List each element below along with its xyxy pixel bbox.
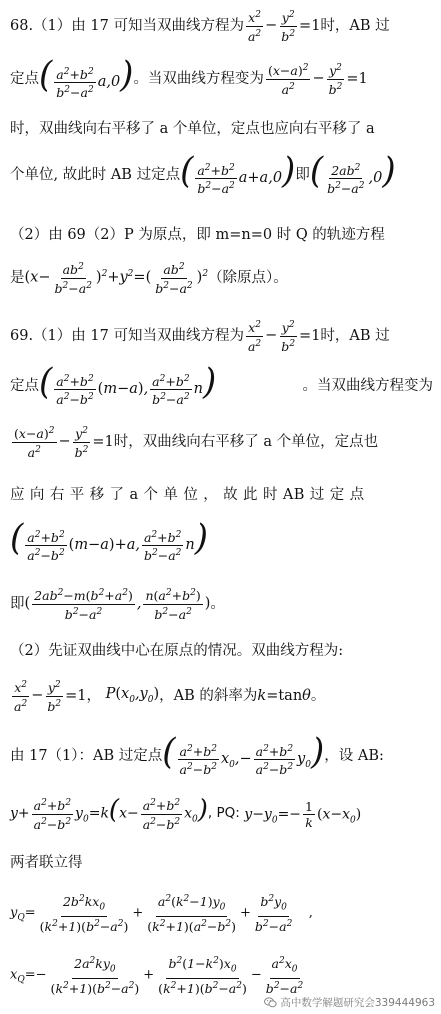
fixed-point-origin-formula: ( $\frac{a^2+b^2}{a^2-b^2}$ $x_0,-$ $\frac{a^2+b^2}{a^2-b^2}$ $y_0$): [162, 731, 325, 777]
p69-l2-text: 定点: [10, 377, 39, 394]
p69-l8-text-mid: =1，: [65, 687, 101, 704]
p69-line-10: [10, 790, 433, 838]
p68-l1-text: 68.（1）由 17 可知当双曲线方程为: [10, 17, 244, 34]
p69-l3-text-post: =1时，双曲线向右平移了 a 个单位，定点也: [92, 433, 379, 450]
p68-l2-text-mid: 。当双曲线方程变为: [133, 70, 264, 87]
slope-formula: k=tanθ: [257, 687, 311, 704]
p68-l1-text-post: =1时，AB 过: [299, 17, 390, 34]
p69-l6-text-post: 。: [210, 595, 225, 612]
p68-l4-text-mid: 即: [295, 166, 310, 183]
hyperbola-equation-69: $\frac{x^2}{a^2}$ − $\frac{y^2}{b^2}$: [247, 320, 296, 354]
line-ab-equation: y+ $\frac{a^2+b^2}{a^2-b^2}$ $y_0=k(x-$ $\frac{a^2+b^2}{a^2-b^2}$ $x_0$): [10, 795, 208, 832]
p69-line-2: [10, 362, 433, 410]
shifted-hyperbola-equation-69: $\frac{(x-a)^2}{a^2}$ − $\frac{y^2}{b^2}$: [14, 426, 89, 460]
p69-l2-text-post: 。当双曲线方程变为: [302, 377, 433, 394]
p69-line-7: [10, 640, 433, 662]
p68-l4-text: 个单位, 故此时 AB 过定点: [10, 166, 181, 183]
xq-formula: $x_Q=-$ $\frac{2a^2ky_0}{(k^2+1)(b^2-a^2)}$ + $\frac{b^2(1-k^2)x_0}{(k^2+1)(b^2-a^2)}$ − $\frac{a^2x_0}{b^2-a^2}$: [10, 956, 304, 996]
shifted-hyperbola-equation: $\frac{(x-a)^2}{a^2}$ − $\frac{y^2}{b^2}$: [267, 63, 343, 97]
p69-l1-text-post: =1时，AB 过: [299, 327, 390, 344]
p69-line-4: [10, 484, 433, 506]
point-p-formula: $P(x_0,y_0)$: [100, 686, 160, 705]
simplified-fixed-point-69: ( $\frac{2ab^2-m(b^2+a^2)}{b^2-a^2}$ , $\frac{n(a^2+b^2)}{b^2-a^2}$ ): [24, 588, 211, 622]
p68-line-4: [10, 150, 433, 200]
shifted-fixed-point-formula: ( $\frac{a^2+b^2}{b^2-a^2}$ a+a,0): [180, 150, 296, 196]
p69-line-8: [10, 676, 433, 716]
p69-line-6: [10, 584, 433, 624]
p68-line-2: [10, 56, 433, 102]
watermark: [264, 995, 435, 1010]
p68-line-5: [10, 224, 433, 246]
line-pq-equation: $y-y_0=-$ $\frac{1}{k}$ $(x-x_0)$: [239, 798, 362, 830]
p69-l6-text: 即: [10, 595, 25, 612]
wechat-icon: [264, 997, 277, 1008]
simplified-fixed-point: ( $\frac{2ab^2}{b^2-a^2}$ ,0): [309, 150, 396, 196]
p68-line-3: [10, 118, 433, 140]
p69-l7-text: （2）先证双曲线中心在原点的情况。双曲线方程为:: [10, 642, 344, 659]
locus-equation: (x− $\frac{ab^2}{b^2-a^2}$ )$^2+y^2=$( $\frac{ab^2}{b^2-a^2}$ )$^2$: [24, 262, 209, 296]
p69-line-9: [10, 732, 433, 780]
yq-formula: $y_Q=$ $\frac{2b^2kx_0}{(k^2+1)(b^2-a^2)}$ + $\frac{a^2(k^2-1)y_0}{(k^2+1)(a^2-b^2)}$ + $\frac{b^2y_0}{b^2-a^2}$ ,: [10, 894, 313, 934]
p69-line-11: [10, 852, 433, 874]
p68-line-6: [10, 258, 433, 298]
p69-l11-text: 两者联立得: [10, 854, 83, 871]
p68-l3-text: 时，双曲线向右平移了 a 个单位，定点也应向右平移了 a: [10, 120, 375, 137]
p69-line-3: [10, 422, 433, 462]
p69-l8-text-post: 。: [310, 687, 326, 704]
p69-l8-text-mid2: ，AB 的斜率为: [159, 687, 258, 704]
hyperbola-equation: $\frac{x^2}{a^2}$ − $\frac{y^2}{b^2}$: [247, 10, 296, 44]
watermark-text: 高中数学解题研究会339444963: [280, 997, 435, 1009]
p69-l9-text: 由 17（1）：AB 过定点: [10, 747, 163, 764]
p68-line-1: [10, 6, 433, 46]
p68-l6-text: 是: [10, 269, 25, 286]
p69-line-5: [10, 518, 433, 566]
yq-formula-line: [10, 884, 433, 942]
p69-l4-text: 应 向 右 平 移 了 a 个 单 位 ， 故 此 时 AB 过 定 点: [10, 486, 365, 503]
p68-l6-text-post: （除原点）。: [208, 269, 288, 286]
p69-l10-text-mid: , PQ:: [207, 805, 240, 822]
p69-line-1: [10, 316, 433, 356]
p69-l9-text-post: ，设 AB:: [324, 747, 384, 764]
p68-l2-text-post: =1: [346, 70, 368, 87]
fixed-point-formula-69: ( $\frac{a^2+b^2}{a^2-b^2}$ (m−a), $\frac{a^2+b^2}{b^2-a^2}$ n): [39, 361, 217, 407]
p69-l1-text: 69.（1）由 17 可知当双曲线方程为: [10, 327, 244, 344]
fixed-point-formula: ( $\frac{a^2+b^2}{b^2-a^2}$ a,0): [39, 54, 134, 100]
p68-l2-text: 定点: [10, 70, 39, 87]
shifted-fixed-point-formula-69: ( $\frac{a^2+b^2}{a^2-b^2}$ (m−a)+a, $\frac{a^2+b^2}{b^2-a^2}$ n): [10, 517, 208, 563]
hyperbola-equation-origin: $\frac{x^2}{a^2}$ − $\frac{y^2}{b^2}$: [14, 680, 62, 714]
p68-l5-text: （2）由 69（2）P 为原点，即 m=n=0 时 Q 的轨迹方程: [10, 226, 385, 243]
